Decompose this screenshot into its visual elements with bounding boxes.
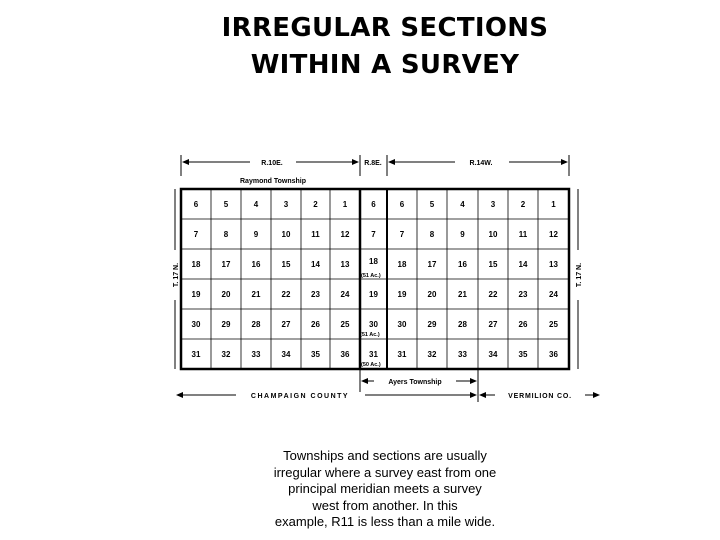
section-number: 35: [518, 350, 528, 359]
title-line-2: WITHIN A SURVEY: [250, 50, 520, 80]
section-number: 7: [371, 230, 376, 239]
section-grid: [181, 189, 569, 369]
section-number: 18: [369, 257, 378, 266]
vermilion-county-label: VERMILION CO.: [508, 393, 572, 400]
section-number: 9: [253, 230, 259, 239]
section-number: 7: [399, 230, 405, 239]
section-number: 31: [191, 350, 201, 359]
caption: [235, 448, 535, 531]
section-number: 2: [313, 200, 318, 209]
section-number: 28: [251, 320, 261, 329]
range-label-middle: R.8E.: [364, 160, 382, 167]
section-number: 4: [460, 200, 465, 209]
raymond-township-label: Raymond Township: [240, 178, 306, 185]
section-number: 28: [458, 320, 467, 329]
section-number: 34: [488, 350, 498, 359]
section-number: 11: [311, 230, 320, 239]
section-number: 1: [342, 200, 348, 209]
range-label-left: R.10E.: [261, 160, 283, 167]
section-number: 32: [221, 350, 231, 359]
section-number: 6: [371, 200, 376, 209]
section-number: 27: [281, 320, 291, 329]
section-number: 18: [191, 260, 201, 269]
section-number: 22: [488, 290, 498, 299]
section-number: 15: [281, 260, 291, 269]
section-number: 36: [340, 350, 350, 359]
township-label-left: T. 17 N.: [173, 262, 180, 288]
section-number: 26: [311, 320, 320, 329]
section-number: 3: [490, 200, 496, 209]
section-number: 19: [191, 290, 201, 299]
title-line-1: IRREGULAR SECTIONS: [221, 13, 549, 43]
section-number: 32: [427, 350, 437, 359]
section-number: 17: [221, 260, 231, 269]
ayers-township-label: Ayers Township: [388, 379, 442, 386]
section-number: 30: [369, 320, 378, 329]
section-number: 23: [311, 290, 320, 299]
acreage-note-31: (50 Ac.): [361, 362, 381, 368]
caption-line-2: irregular where a survey east from one: [273, 464, 497, 480]
section-number: 31: [369, 350, 378, 359]
section-number: 25: [549, 320, 558, 329]
caption-line-5: example, R11 is less than a mile wide.: [274, 514, 496, 529]
section-number: 9: [460, 230, 465, 239]
acreage-note-30: (51 Ac.): [360, 332, 380, 338]
section-number: 24: [549, 290, 558, 299]
section-number: 19: [397, 290, 407, 299]
section-number: 14: [518, 260, 528, 269]
section-number: 16: [251, 260, 261, 269]
section-number: 24: [340, 290, 350, 299]
section-number: 20: [221, 290, 231, 299]
section-number: 14: [311, 260, 320, 269]
range-label-right: R.14W.: [469, 160, 493, 167]
section-number: 36: [549, 350, 558, 359]
section-number: 5: [429, 200, 435, 209]
section-number: 18: [397, 260, 407, 269]
section-number: 27: [488, 320, 498, 329]
section-number: 30: [191, 320, 201, 329]
section-number: 15: [488, 260, 498, 269]
section-number: 33: [458, 350, 467, 359]
section-number: 10: [488, 230, 498, 239]
section-number: 1: [551, 200, 556, 209]
section-number: 21: [251, 290, 261, 299]
section-number: 26: [518, 320, 528, 329]
section-number: 13: [340, 260, 350, 269]
section-number: 2: [520, 200, 526, 209]
section-number: 11: [518, 230, 528, 239]
section-number: 31: [397, 350, 407, 359]
section-number: 5: [223, 200, 229, 209]
section-number: 6: [399, 200, 405, 209]
section-number: 17: [427, 260, 437, 269]
champaign-county-label: CHAMPAIGN COUNTY: [250, 393, 350, 400]
section-number: 34: [281, 350, 291, 359]
section-number: 20: [427, 290, 437, 299]
section-number: 6: [193, 200, 199, 209]
section-number: 25: [340, 320, 350, 329]
section-number: 23: [518, 290, 528, 299]
caption-line-3: principal meridian meets a survey: [288, 481, 482, 496]
section-number: 3: [283, 200, 289, 209]
township-label-right: T. 17 N.: [576, 262, 583, 288]
section-number: 21: [458, 290, 467, 299]
section-number: 35: [311, 350, 320, 359]
section-number: 4: [253, 200, 259, 209]
section-number: 29: [221, 320, 231, 329]
section-number: 10: [281, 230, 291, 239]
section-number: 33: [251, 350, 261, 359]
section-number: 7: [193, 230, 199, 239]
section-number: 29: [427, 320, 437, 329]
section-number: 22: [281, 290, 291, 299]
section-number: 8: [429, 230, 435, 239]
section-number: 30: [397, 320, 407, 329]
section-number: 8: [223, 230, 229, 239]
caption-line-4: west from another. In this: [312, 497, 458, 513]
caption-line-1: Townships and sections are usually: [283, 448, 487, 463]
section-number: 16: [458, 260, 467, 269]
acreage-note-18: (51 Ac.): [361, 273, 381, 279]
section-number: 12: [549, 230, 558, 239]
section-number: 12: [340, 230, 350, 239]
section-number: 19: [369, 290, 378, 299]
section-number: 13: [549, 260, 558, 269]
